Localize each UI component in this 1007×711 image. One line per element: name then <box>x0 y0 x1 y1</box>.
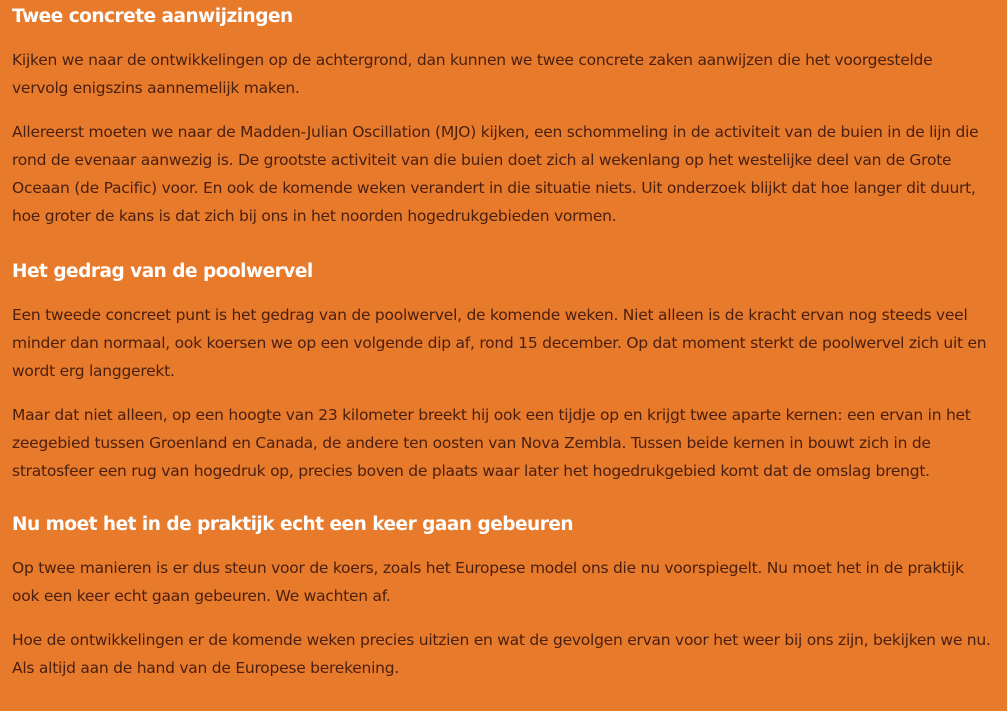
paragraph: Allereerst moeten we naar de Madden-Julian Oscillation (MJO) kijken, een schommeling in de activiteit van de buien in de lijn die rond de evenaar aanwezig is. De grootste activiteit van die buien doet zich al wekenlang op het westelijke deel van de Grote Oceaan (de Pacific) voor. En ook de komende weken verandert in die situatie niets. Uit onderzoek blijkt dat hoe langer dit duurt, hoe groter de kans is dat zich bij ons in het noorden hogedrukgebieden vormen. <box>12 123 979 225</box>
paragraph: Hoe de ontwikkelingen er de komende weken precies uitzien en wat de gevolgen ervan voor het weer bij ons zijn, bekijken we nu. Als altijd aan de hand van de Europese berekening. <box>12 631 991 677</box>
paragraph: Maar dat niet alleen, op een hoogte van 23 kilometer breekt hij ook een tijdje op en krijgt twee aparte kernen: een ervan in het zeegebied tussen Groenland en Canada, de andere ten oosten van Nova Zembla. Tussen beide kernen in bouwt zich in de stratosfeer een rug van hogedruk op, precies boven de plaats waar later het hogedrukgebied komt dat de omslag brengt. <box>12 406 971 480</box>
section-heading-poolwervel: Het gedrag van de poolwervel <box>12 261 313 282</box>
paragraph: Een tweede concreet punt is het gedrag van de poolwervel, de komende weken. Niet alleen is de kracht ervan nog steeds veel minder dan normaal, ook koersen we op een volgende dip af, rond 15 december. Op dat moment sterkt de poolwervel zich uit en wordt erg langgerekt. <box>12 306 987 380</box>
paragraph: Op twee manieren is er dus steun voor de koers, zoals het Europese model ons die nu voorspiegelt. Nu moet het in de praktijk ook een keer echt gaan gebeuren. We wachten af. <box>12 559 964 605</box>
paragraph: Kijken we naar de ontwikkelingen op de achtergrond, dan kunnen we twee concrete zaken aanwijzen die het voorgestelde vervolg enigszins aannemelijk maken. <box>12 51 933 97</box>
section-heading-praktijk: Nu moet het in de praktijk echt een keer gaan gebeuren <box>12 514 574 535</box>
section-heading-concrete-aanwijzingen: Twee concrete aanwijzingen <box>12 6 293 27</box>
